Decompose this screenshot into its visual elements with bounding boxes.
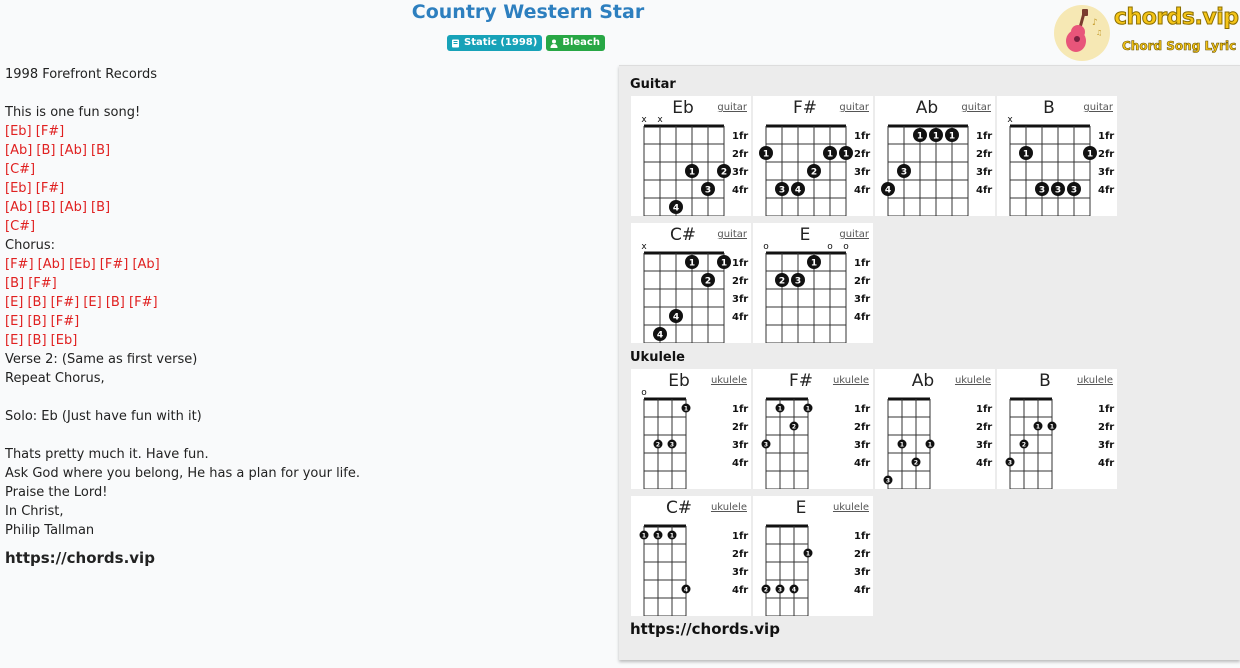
chord-name: B bbox=[1039, 371, 1051, 391]
fret-label: 1fr bbox=[976, 131, 993, 142]
chord-line[interactable]: [Ab] [B] [Ab] [B] bbox=[5, 143, 111, 158]
ukulele-instrument-link[interactable]: ukulele bbox=[832, 375, 869, 386]
chord-name: C# bbox=[669, 225, 697, 245]
ukulele-section-label: Ukulele bbox=[630, 350, 686, 365]
fret-label: 3fr bbox=[1098, 167, 1115, 178]
finger-number: 3 bbox=[1070, 185, 1078, 196]
lyric-line: Philip Tallman bbox=[5, 523, 95, 538]
fret-label: 2fr bbox=[732, 149, 749, 160]
guitar-chord-card[interactable] bbox=[631, 96, 751, 216]
finger-dot bbox=[653, 327, 667, 341]
lyric-line: In Christ, bbox=[5, 504, 64, 519]
guitar-instrument-link[interactable]: guitar bbox=[961, 102, 991, 113]
finger-dot bbox=[1019, 146, 1033, 160]
finger-number: 1 bbox=[1086, 149, 1094, 160]
fret-label: 3fr bbox=[976, 167, 993, 178]
fret-label: 2fr bbox=[732, 422, 749, 433]
guitar-chord-card[interactable] bbox=[875, 96, 995, 216]
chord-name: C# bbox=[665, 498, 693, 518]
finger-dot bbox=[685, 255, 699, 269]
finger-dot bbox=[762, 585, 771, 594]
finger-number: 1 bbox=[842, 149, 850, 160]
finger-dot bbox=[759, 146, 773, 160]
chord-line[interactable]: [F#] [Ab] [Eb] [F#] [Ab] bbox=[5, 257, 160, 272]
guitar-logo-icon bbox=[1054, 5, 1110, 61]
finger-number: 3 bbox=[1038, 185, 1046, 196]
guitar-instrument-link[interactable]: guitar bbox=[717, 102, 747, 113]
chord-name: F# bbox=[792, 98, 818, 118]
fret-label: 4fr bbox=[732, 585, 749, 596]
chord-name: Ab bbox=[915, 98, 939, 118]
finger-number: 1 bbox=[669, 532, 675, 540]
fret-label: 4fr bbox=[854, 458, 871, 469]
album-icon bbox=[451, 39, 460, 48]
fret-label: 4fr bbox=[1098, 185, 1115, 196]
finger-dot bbox=[804, 404, 813, 413]
logo-tagline: Chord Song Lyric bbox=[1122, 39, 1237, 53]
finger-dot bbox=[1020, 440, 1029, 449]
lyric-line: 1998 Forefront Records bbox=[5, 67, 157, 82]
ukulele-chord-card[interactable] bbox=[997, 369, 1117, 489]
fret-label: 3fr bbox=[732, 440, 749, 451]
finger-dot bbox=[640, 531, 649, 540]
finger-number: 1 bbox=[1035, 423, 1041, 431]
finger-number: 2 bbox=[778, 276, 786, 287]
lyric-line bbox=[5, 388, 605, 407]
open-string-mark: o bbox=[763, 242, 769, 252]
finger-dot bbox=[926, 440, 935, 449]
finger-dot bbox=[1006, 458, 1015, 467]
finger-dot bbox=[897, 164, 911, 178]
finger-number: 1 bbox=[932, 131, 940, 142]
finger-number: 1 bbox=[927, 441, 933, 449]
fret-label: 2fr bbox=[854, 422, 871, 433]
finger-number: 1 bbox=[899, 441, 905, 449]
finger-dot bbox=[669, 309, 683, 323]
fret-label: 4fr bbox=[854, 585, 871, 596]
fret-label: 2fr bbox=[1098, 422, 1115, 433]
finger-dot bbox=[669, 200, 683, 214]
finger-dot bbox=[913, 128, 927, 142]
fret-label: 1fr bbox=[1098, 404, 1115, 415]
finger-number: 3 bbox=[777, 586, 783, 594]
finger-dot bbox=[668, 531, 677, 540]
fret-label: 3fr bbox=[854, 567, 871, 578]
finger-dot bbox=[775, 273, 789, 287]
artist-badge-label: Bleach bbox=[562, 37, 600, 48]
finger-dot bbox=[1051, 182, 1065, 196]
finger-number: 1 bbox=[1022, 149, 1030, 160]
chord-name: B bbox=[1043, 98, 1055, 118]
finger-number: 2 bbox=[810, 167, 818, 178]
guitar-chord-card[interactable] bbox=[997, 96, 1117, 216]
fret-label: 2fr bbox=[976, 422, 993, 433]
fret-label: 1fr bbox=[976, 404, 993, 415]
lyric-line: Praise the Lord! bbox=[5, 485, 108, 500]
chord-line[interactable]: [E] [B] [F#] [E] [B] [F#] bbox=[5, 295, 158, 310]
finger-number: 3 bbox=[1054, 185, 1062, 196]
finger-dot bbox=[717, 255, 731, 269]
chord-line[interactable]: [C#] bbox=[5, 219, 36, 234]
fret-label: 2fr bbox=[732, 276, 749, 287]
fret-label: 1fr bbox=[732, 531, 749, 542]
finger-dot bbox=[912, 458, 921, 467]
finger-dot bbox=[945, 128, 959, 142]
chord-name: Eb bbox=[672, 98, 694, 118]
finger-dot bbox=[654, 440, 663, 449]
open-string-mark: o bbox=[827, 242, 833, 252]
finger-number: 4 bbox=[656, 330, 664, 341]
finger-dot bbox=[807, 164, 821, 178]
chord-line[interactable]: [E] [B] [F#] bbox=[5, 314, 80, 329]
lyric-line: Chorus: bbox=[5, 238, 56, 253]
finger-dot bbox=[1083, 146, 1097, 160]
fret-label: 4fr bbox=[1098, 458, 1115, 469]
finger-number: 1 bbox=[641, 532, 647, 540]
finger-dot bbox=[790, 422, 799, 431]
finger-dot bbox=[807, 255, 821, 269]
finger-dot bbox=[685, 164, 699, 178]
chord-name: E bbox=[795, 498, 807, 518]
guitar-section-label: Guitar bbox=[630, 77, 676, 92]
logo-badge bbox=[1054, 5, 1110, 61]
finger-dot bbox=[898, 440, 907, 449]
fret-label: 2fr bbox=[732, 549, 749, 560]
fret-label: 1fr bbox=[732, 258, 749, 269]
chord-line[interactable]: [C#] bbox=[5, 162, 36, 177]
finger-number: 3 bbox=[778, 185, 786, 196]
svg-text:♫: ♫ bbox=[1096, 29, 1103, 37]
finger-number: 1 bbox=[655, 532, 661, 540]
finger-number: 1 bbox=[762, 149, 770, 160]
finger-number: 3 bbox=[885, 477, 891, 485]
finger-dot bbox=[884, 476, 893, 485]
fret-label: 2fr bbox=[976, 149, 993, 160]
finger-number: 2 bbox=[913, 459, 919, 467]
fret-label: 3fr bbox=[854, 167, 871, 178]
finger-number: 1 bbox=[948, 131, 956, 142]
finger-dot bbox=[701, 273, 715, 287]
finger-dot bbox=[823, 146, 837, 160]
ukulele-instrument-link[interactable]: ukulele bbox=[1076, 375, 1113, 386]
lyric-line bbox=[5, 84, 605, 103]
fret-label: 4fr bbox=[854, 312, 871, 323]
open-string-mark: o bbox=[843, 242, 849, 252]
guitar-chord-card[interactable] bbox=[753, 223, 873, 343]
badge-row bbox=[447, 35, 605, 51]
finger-number: 1 bbox=[810, 258, 818, 269]
finger-number: 4 bbox=[672, 312, 680, 323]
finger-number: 1 bbox=[916, 131, 924, 142]
finger-dot bbox=[1035, 182, 1049, 196]
finger-dot bbox=[776, 585, 785, 594]
finger-dot bbox=[790, 585, 799, 594]
ukulele-chord-card[interactable] bbox=[631, 496, 751, 616]
fret-label: 4fr bbox=[854, 185, 871, 196]
album-badge[interactable] bbox=[447, 35, 542, 51]
open-string-mark: o bbox=[641, 388, 647, 398]
finger-dot bbox=[776, 404, 785, 413]
finger-number: 1 bbox=[805, 550, 811, 558]
finger-dot bbox=[1034, 422, 1043, 431]
guitar-chord-card[interactable] bbox=[753, 96, 873, 216]
finger-dot bbox=[717, 164, 731, 178]
guitar-instrument-link[interactable]: guitar bbox=[717, 229, 747, 240]
chord-line[interactable]: [Eb] [F#] bbox=[5, 181, 65, 196]
finger-number: 3 bbox=[763, 441, 769, 449]
fret-label: 3fr bbox=[854, 294, 871, 305]
fret-label: 1fr bbox=[854, 131, 871, 142]
fret-label: 2fr bbox=[854, 149, 871, 160]
fret-label: 4fr bbox=[976, 185, 993, 196]
lyric-line: Repeat Chorus, bbox=[5, 371, 105, 386]
guitar-instrument-link[interactable]: guitar bbox=[1083, 102, 1113, 113]
finger-dot bbox=[929, 128, 943, 142]
finger-number: 4 bbox=[794, 185, 802, 196]
ukulele-instrument-link[interactable]: ukulele bbox=[832, 502, 869, 513]
fret-label: 2fr bbox=[854, 549, 871, 560]
ukulele-instrument-link[interactable]: ukulele bbox=[710, 502, 747, 513]
finger-number: 3 bbox=[669, 441, 675, 449]
fret-label: 3fr bbox=[976, 440, 993, 451]
finger-dot bbox=[775, 182, 789, 196]
finger-dot bbox=[668, 440, 677, 449]
chord-line[interactable]: [Ab] [B] [Ab] [B] bbox=[5, 200, 111, 215]
chord-name: Ab bbox=[911, 371, 935, 391]
finger-number: 3 bbox=[704, 185, 712, 196]
finger-dot bbox=[791, 273, 805, 287]
ukulele-chord-card[interactable] bbox=[753, 369, 873, 489]
finger-number: 4 bbox=[683, 586, 689, 594]
lyric-line: This is one fun song! bbox=[5, 105, 141, 120]
fret-label: 1fr bbox=[854, 404, 871, 415]
chord-name: Eb bbox=[668, 371, 690, 391]
finger-dot bbox=[839, 146, 853, 160]
finger-number: 2 bbox=[791, 423, 797, 431]
finger-number: 1 bbox=[1049, 423, 1055, 431]
fret-label: 2fr bbox=[1098, 149, 1115, 160]
finger-number: 1 bbox=[688, 167, 696, 178]
guitar-chord-card[interactable] bbox=[631, 223, 751, 343]
finger-dot bbox=[762, 440, 771, 449]
fret-label: 3fr bbox=[732, 294, 749, 305]
lyric-line bbox=[5, 426, 605, 445]
user-icon bbox=[550, 39, 558, 48]
site-logo[interactable] bbox=[1054, 3, 1240, 61]
fret-label: 4fr bbox=[732, 185, 749, 196]
panel-site-link[interactable]: https://chords.vip bbox=[630, 620, 780, 638]
ukulele-instrument-link[interactable]: ukulele bbox=[710, 375, 747, 386]
finger-number: 1 bbox=[777, 405, 783, 413]
fret-label: 2fr bbox=[854, 276, 871, 287]
finger-dot bbox=[682, 585, 691, 594]
lyric-line: Solo: Eb (Just have fun with it) bbox=[5, 409, 202, 424]
lyric-line: Verse 2: (Same as first verse) bbox=[5, 352, 198, 367]
fret-label: 3fr bbox=[732, 567, 749, 578]
finger-dot bbox=[701, 182, 715, 196]
chord-name: E bbox=[799, 225, 811, 245]
guitar-instrument-link[interactable]: guitar bbox=[839, 229, 869, 240]
finger-number: 2 bbox=[704, 276, 712, 287]
lyric-line: Thats pretty much it. Have fun. bbox=[5, 447, 209, 462]
finger-number: 3 bbox=[900, 167, 908, 178]
artist-badge[interactable] bbox=[546, 35, 605, 51]
finger-dot bbox=[654, 531, 663, 540]
finger-number: 1 bbox=[805, 405, 811, 413]
fret-label: 1fr bbox=[732, 404, 749, 415]
muted-string-mark: x bbox=[657, 115, 663, 125]
chord-diagrams-panel bbox=[619, 65, 1240, 660]
chord-line[interactable]: [E] [B] [Eb] bbox=[5, 333, 78, 348]
fret-label: 3fr bbox=[732, 167, 749, 178]
site-link[interactable]: https://chords.vip bbox=[5, 549, 155, 567]
lyrics-body bbox=[5, 65, 605, 568]
svg-text:♪: ♪ bbox=[1092, 18, 1098, 28]
finger-dot bbox=[804, 549, 813, 558]
fret-label: 4fr bbox=[732, 458, 749, 469]
muted-string-mark: x bbox=[641, 242, 647, 252]
ukulele-chord-card[interactable] bbox=[753, 496, 873, 616]
logo-text: chords.vip bbox=[1114, 5, 1239, 30]
finger-dot bbox=[881, 182, 895, 196]
finger-number: 3 bbox=[1007, 459, 1013, 467]
muted-string-mark: x bbox=[641, 115, 647, 125]
fret-label: 1fr bbox=[732, 131, 749, 142]
guitar-instrument-link[interactable]: guitar bbox=[839, 102, 869, 113]
fret-label: 4fr bbox=[732, 312, 749, 323]
finger-dot bbox=[791, 182, 805, 196]
chord-name: F# bbox=[788, 371, 814, 391]
chord-line[interactable]: [Eb] [F#] bbox=[5, 124, 65, 139]
finger-dot bbox=[682, 404, 691, 413]
finger-number: 1 bbox=[720, 258, 728, 269]
fret-label: 4fr bbox=[976, 458, 993, 469]
finger-number: 1 bbox=[688, 258, 696, 269]
finger-number: 2 bbox=[763, 586, 769, 594]
finger-number: 1 bbox=[683, 405, 689, 413]
song-title: Country Western Star bbox=[411, 1, 645, 23]
album-badge-label: Static (1998) bbox=[464, 37, 538, 48]
muted-string-mark: x bbox=[1007, 115, 1013, 125]
lyric-line: Ask God where you belong, He has a plan for your life. bbox=[5, 466, 361, 481]
finger-number: 4 bbox=[672, 203, 680, 214]
fret-label: 3fr bbox=[1098, 440, 1115, 451]
finger-number: 2 bbox=[655, 441, 661, 449]
finger-number: 3 bbox=[794, 276, 802, 287]
finger-number: 2 bbox=[720, 167, 728, 178]
finger-number: 2 bbox=[1021, 441, 1027, 449]
fret-label: 3fr bbox=[854, 440, 871, 451]
ukulele-instrument-link[interactable]: ukulele bbox=[954, 375, 991, 386]
finger-number: 4 bbox=[791, 586, 797, 594]
finger-dot bbox=[1048, 422, 1057, 431]
fret-label: 1fr bbox=[854, 258, 871, 269]
ukulele-chord-card[interactable] bbox=[631, 369, 751, 489]
chord-line[interactable]: [B] [F#] bbox=[5, 276, 57, 291]
finger-dot bbox=[1067, 182, 1081, 196]
finger-number: 4 bbox=[884, 185, 892, 196]
fret-label: 1fr bbox=[854, 531, 871, 542]
finger-number: 1 bbox=[826, 149, 834, 160]
ukulele-chord-card[interactable] bbox=[875, 369, 995, 489]
fret-label: 1fr bbox=[1098, 131, 1115, 142]
